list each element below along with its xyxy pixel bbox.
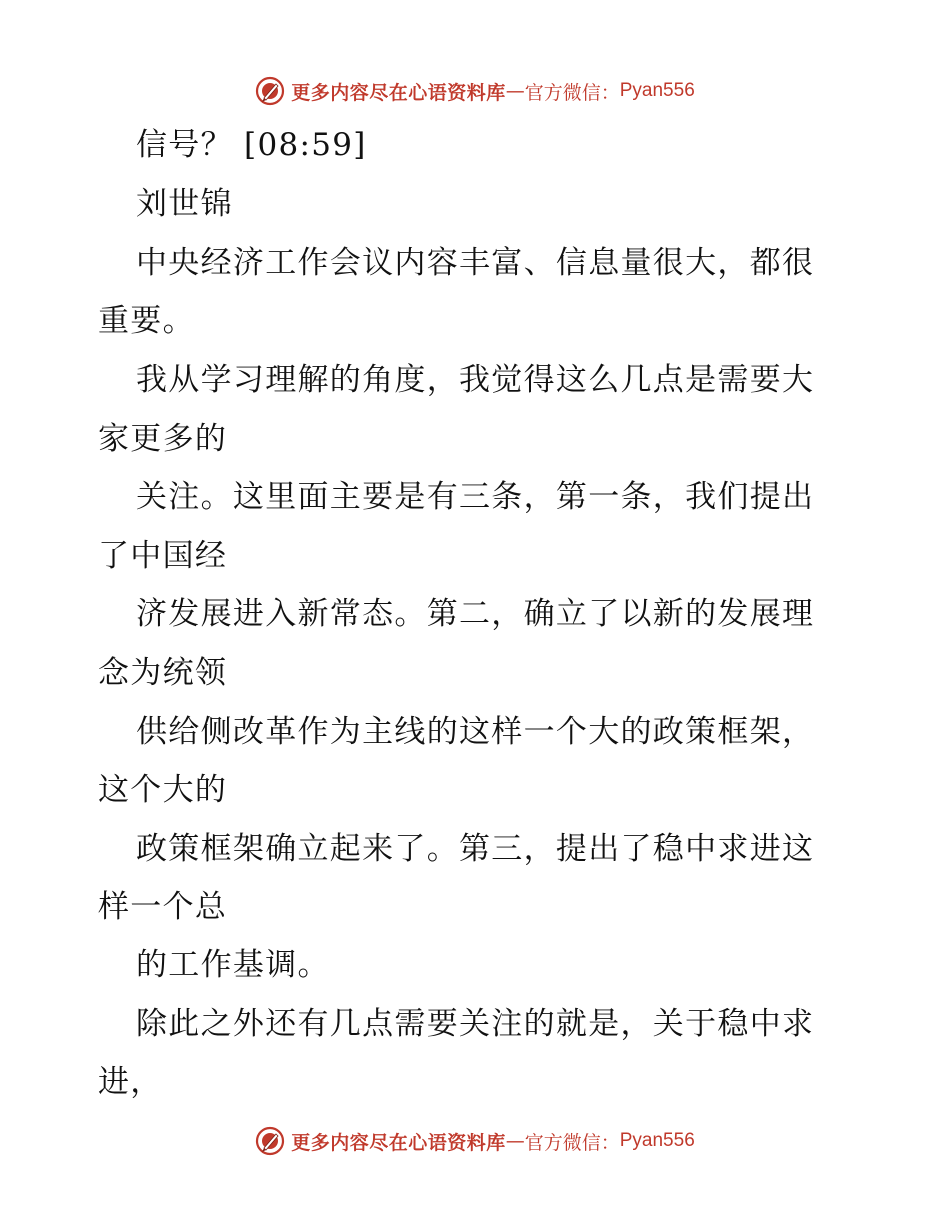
text-line: 样一个总	[98, 889, 228, 925]
text-line: 重要。	[98, 303, 195, 339]
banner-brand-text: 更多内容尽在心语资料库	[291, 1131, 506, 1154]
text-line: 供给侧改革作为主线的这样一个大的政策框架，	[136, 714, 815, 750]
text-line: 念为统领	[98, 655, 228, 691]
banner-wechat-id: Pyan556	[619, 80, 695, 101]
banner-wechat-label: 官方微信：	[524, 1131, 620, 1154]
text-line: 关注。这里面主要是有三条，第一条，我们提出	[136, 479, 815, 515]
text-line: 中央经济工作会议内容丰富、信息量很大，都很	[136, 245, 815, 281]
text-line: 除此之外还有几点需要关注的就是，关于稳中求	[136, 1006, 815, 1042]
text-line: 了中国经	[98, 538, 228, 574]
text-line: 济发展进入新常态。第二，确立了以新的发展理	[136, 596, 815, 632]
footer-watermark-banner	[0, 1123, 950, 1159]
text-line: 这个大的	[98, 772, 228, 808]
text-line: 刘世锦	[136, 186, 233, 222]
pen-logo-icon	[255, 1126, 285, 1156]
text-line: 政策框架确立起来了。第三，提出了稳中求进这	[136, 831, 815, 867]
text-line: 我从学习理解的角度，我觉得这么几点是需要大	[136, 362, 815, 398]
pen-logo-icon	[255, 76, 285, 106]
header-watermark-banner	[0, 73, 950, 109]
banner-dash: —	[505, 80, 525, 102]
banner-dash: —	[505, 1130, 525, 1152]
text-line: 信号？ [08:59]	[136, 127, 367, 163]
text-line: 进，	[98, 1064, 163, 1100]
text-line: 的工作基调。	[136, 947, 330, 983]
banner-brand-text: 更多内容尽在心语资料库	[291, 81, 506, 104]
text-line: 家更多的	[98, 421, 228, 457]
banner-wechat-label: 官方微信：	[524, 81, 620, 104]
banner-wechat-id: Pyan556	[619, 1130, 695, 1151]
